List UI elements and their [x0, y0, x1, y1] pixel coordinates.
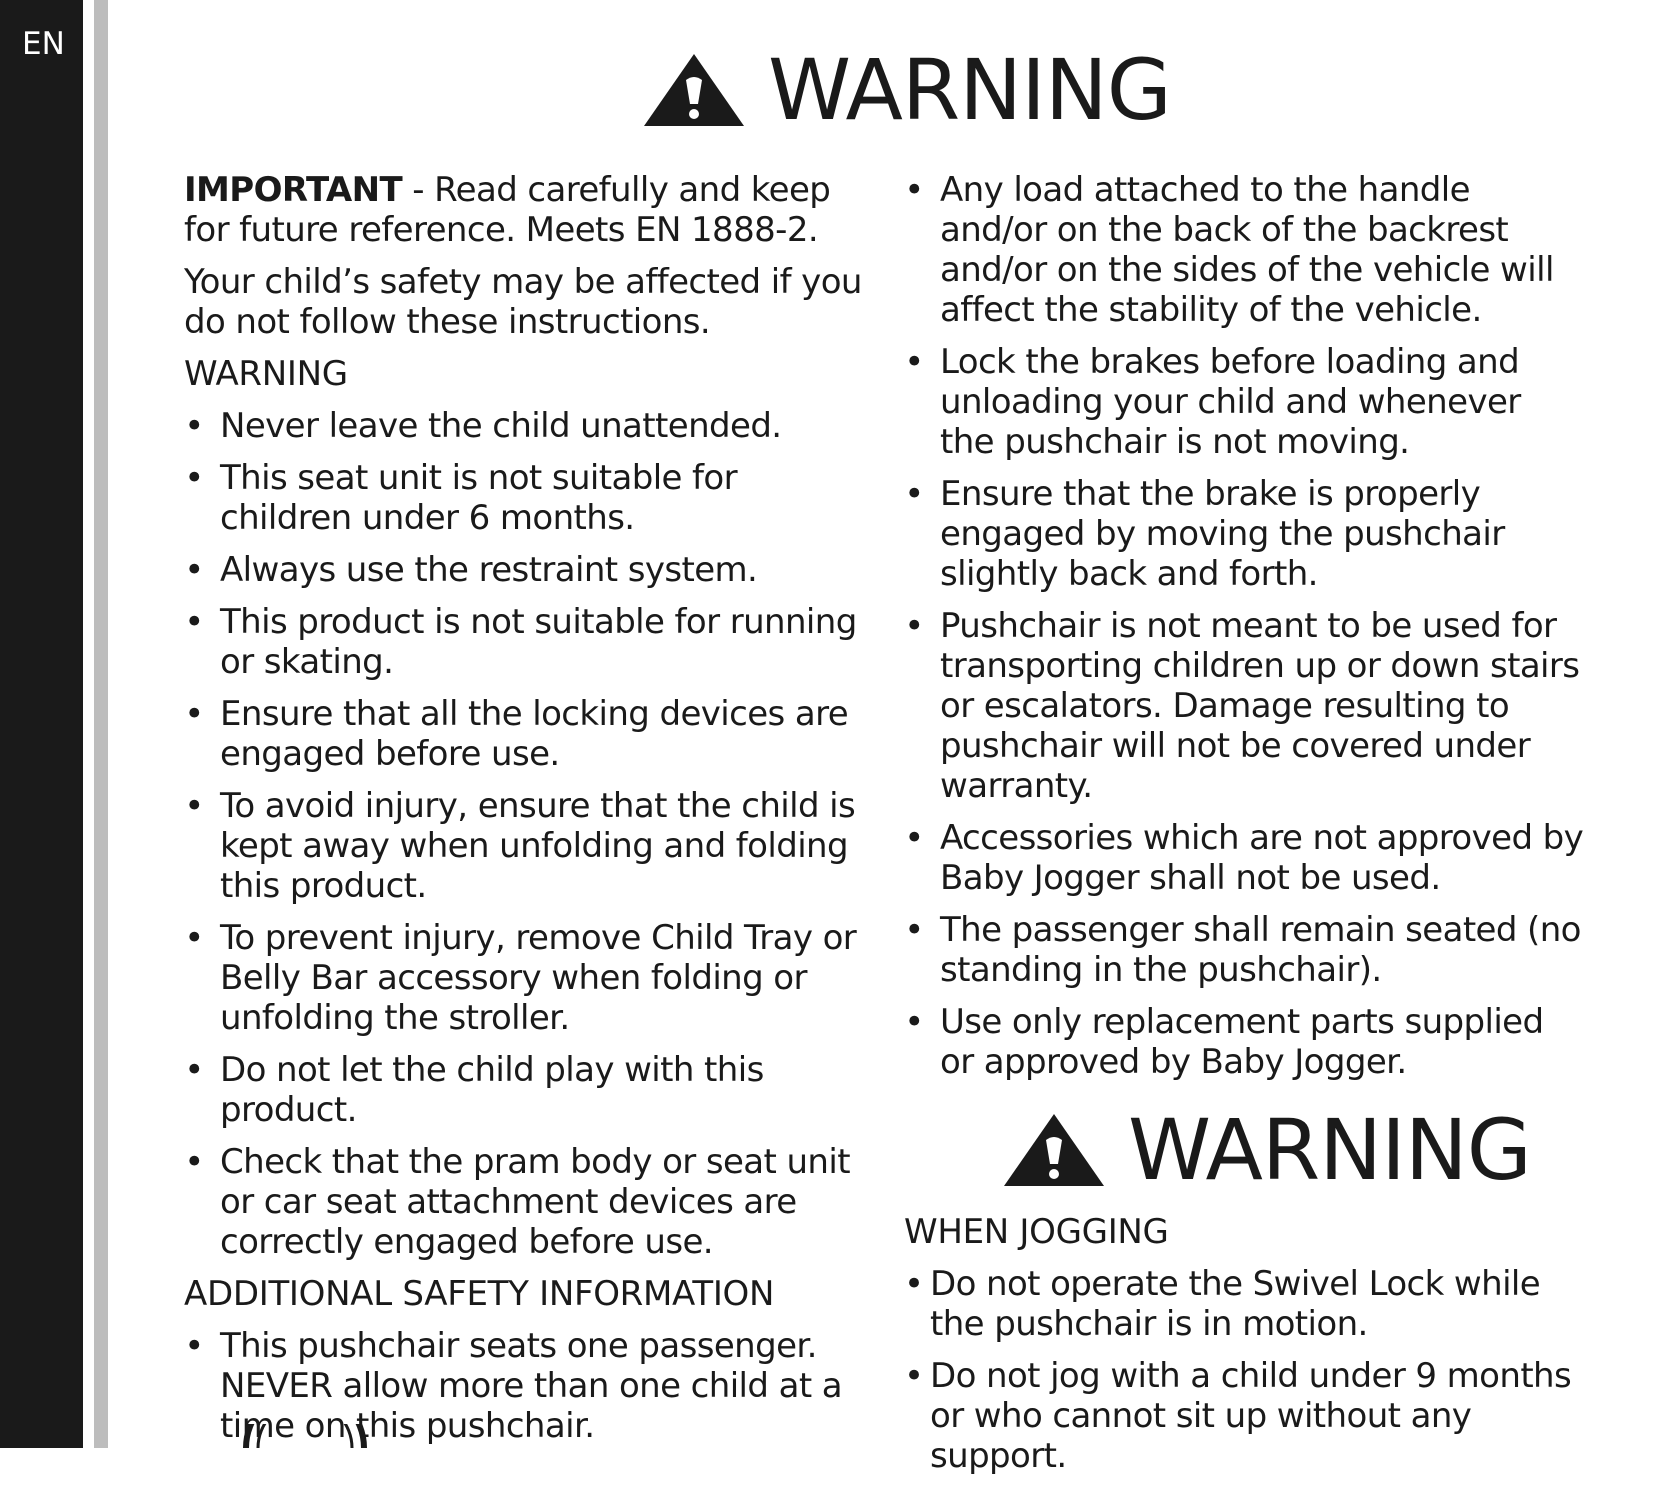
- bullet-icon: •: [904, 1264, 924, 1304]
- right-column: [904, 170, 1584, 1094]
- list-item: • Lock the brakes before loading and unloading your child and whenever the pushchair is not moving.: [904, 342, 1521, 462]
- safety-note: Your child’s safety may be affected if you do not follow these instructions.: [184, 262, 862, 342]
- list-item: • Check that the pram body or seat unit or car seat attachment devices are correctly engaged before use.: [184, 1142, 850, 1262]
- list-item: • Ensure that all the locking devices are engaged before use.: [184, 694, 849, 774]
- bullet-icon: •: [184, 918, 204, 958]
- bullet-icon: •: [184, 786, 204, 826]
- list-item: • Do not operate the Swivel Lock while the pushchair is in motion.: [904, 1264, 1541, 1344]
- list-item: • Always use the restraint system.: [184, 550, 758, 590]
- important-label: IMPORTANT: [184, 170, 403, 210]
- top-warning-heading: [642, 41, 1171, 139]
- list-item: • To prevent injury, remove Child Tray or Belly Bar accessory when folding or unfolding the stroller.: [184, 918, 857, 1038]
- bullet-icon: •: [904, 818, 924, 858]
- left-column: [184, 170, 864, 1458]
- bullet-icon: •: [184, 694, 204, 734]
- bullet-icon: •: [184, 550, 204, 590]
- list-item: • Accessories which are not approved by Baby Jogger shall not be used.: [904, 818, 1584, 898]
- bullet-icon: •: [904, 1002, 924, 1042]
- list-item: • Do not jog with a child under 9 months or who cannot sit up without any support.: [904, 1356, 1572, 1476]
- list-item: • To avoid injury, ensure that the child is kept away when unfolding and folding this product.: [184, 786, 856, 906]
- list-item: • This product is not suitable for running or skating.: [184, 602, 857, 682]
- list-item: • The passenger shall remain seated (no standing in the pushchair).: [904, 910, 1581, 990]
- bullet-icon: •: [904, 1356, 924, 1396]
- list-item: • Do not let the child play with this product.: [184, 1050, 764, 1130]
- important-text: - Read carefully and keep for future reference. Meets EN 1888-2.: [184, 170, 831, 250]
- warning-triangle-icon: [642, 52, 746, 128]
- bullet-icon: •: [184, 458, 204, 498]
- jogging-warning-title: WARNING: [1128, 1101, 1531, 1199]
- bullet-icon: •: [184, 1050, 204, 1090]
- jogging-warning-heading: [1002, 1101, 1531, 1199]
- warning-triangle-icon: [1002, 1112, 1106, 1188]
- right-warning-list: [904, 170, 1584, 1082]
- list-item: • Never leave the child unattended.: [184, 406, 782, 446]
- language-sidebar: [0, 0, 83, 1448]
- additional-safety-heading: ADDITIONAL SAFETY INFORMATION: [184, 1274, 775, 1314]
- language-label: EN: [22, 26, 65, 62]
- warning-title: WARNING: [768, 41, 1171, 139]
- bullet-icon: •: [904, 474, 924, 514]
- jogging-list: [904, 1264, 1584, 1476]
- list-item: • Any load attached to the handle and/or on the back of the backrest and/or on the sides of the vehicle will affect the stability of the vehicle.: [904, 170, 1554, 330]
- jogging-section: [904, 1212, 1584, 1488]
- list-item: • This pushchair seats one passenger. NEVER allow more than one child at a time on this pushchair.: [184, 1326, 842, 1446]
- bullet-icon: •: [184, 1326, 204, 1366]
- list-item: • Ensure that the brake is properly engaged by moving the pushchair slightly back and forth.: [904, 474, 1505, 594]
- bullet-icon: •: [904, 910, 924, 950]
- bullet-icon: •: [904, 606, 924, 646]
- warning-subheading: WARNING: [184, 354, 348, 394]
- bullet-icon: •: [184, 1142, 204, 1182]
- important-paragraph: [184, 170, 864, 250]
- bullet-icon: •: [904, 170, 924, 210]
- side-divider: [94, 0, 108, 1448]
- list-item: • Use only replacement parts supplied or approved by Baby Jogger.: [904, 1002, 1544, 1082]
- bullet-icon: •: [184, 602, 204, 642]
- partial-circle-icon: [240, 1424, 370, 1448]
- bullet-icon: •: [904, 342, 924, 382]
- warning-list: [184, 406, 864, 1262]
- list-item: • Pushchair is not meant to be used for transporting children up or down stairs or escalators. Damage resulting to pushchair will not be covered under warranty.: [904, 606, 1580, 806]
- list-item: • This seat unit is not suitable for children under 6 months.: [184, 458, 738, 538]
- when-jogging-heading: WHEN JOGGING: [904, 1212, 1169, 1252]
- bullet-icon: •: [184, 406, 204, 446]
